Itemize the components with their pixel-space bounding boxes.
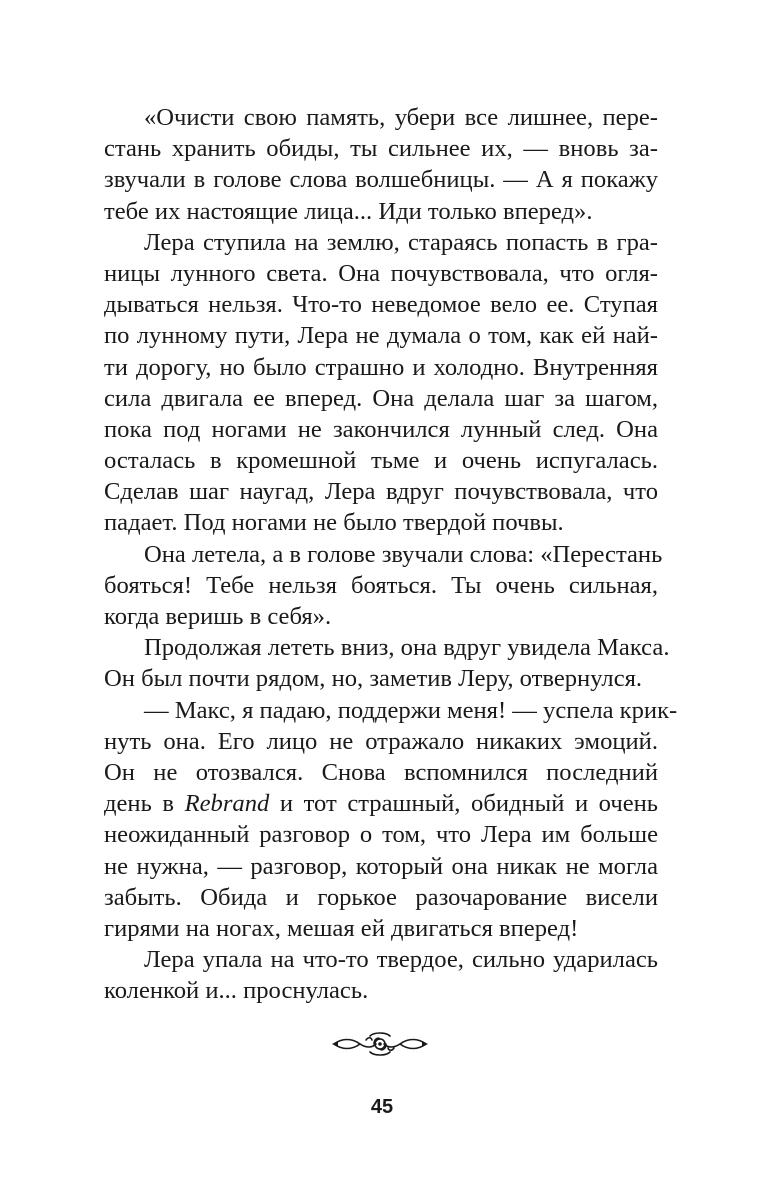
text-line: стань хранить обиды, ты сильнее их, — вновь за-	[104, 135, 658, 163]
text-line: Он не отозвался. Снова вспомнился последний	[104, 758, 658, 786]
text-line-with-italic	[104, 788, 658, 819]
text-line: Лера упала на что-то твердое, сильно ударилась	[144, 946, 658, 974]
text-line: Он был почти рядом, но, заметив Леру, отвернулся.	[104, 665, 643, 693]
text-line: осталась в кромешной тьме и очень испугалась.	[104, 447, 658, 475]
text-line: когда веришь в себя».	[104, 603, 332, 630]
text-line: ницы лунного света. Она почувствовала, что огля-	[104, 259, 658, 287]
text-line: — Макс, я падаю, поддержи меня! — успела крик-	[144, 696, 678, 724]
text-line: Продолжая лететь вниз, она вдруг увидела Макса.	[144, 634, 670, 662]
paragraph	[104, 944, 658, 1006]
text-line: неожиданный разговор о том, что Лера им больше	[104, 821, 658, 849]
paragraph	[104, 632, 670, 694]
text-line: пока под ногами не закончился лунный след. Она	[104, 415, 658, 443]
text-line: Она летела, а в голове звучали слова: «Перестань	[144, 540, 663, 568]
paragraph	[104, 539, 663, 633]
text-line: забыть. Обида и горькое разочарование висели	[104, 883, 658, 911]
text-fragment: день в	[104, 790, 185, 818]
paragraph	[104, 695, 678, 945]
page-number: 45	[370, 1096, 394, 1118]
text-line: не нужна, — разговор, который она никак не могла	[104, 852, 658, 880]
page-body	[104, 102, 678, 1006]
italic-brand-name: Rebrand	[184, 790, 270, 818]
text-line: Лера ступила на землю, стараясь попасть в гра-	[144, 228, 658, 256]
text-line: ти дорогу, но было страшно и холодно. Внутренняя	[104, 353, 658, 381]
text-line: тебе их настоящие лица... Иди только вперед».	[104, 197, 593, 225]
text-line: бояться! Тебе нельзя бояться. Ты очень сильная,	[104, 571, 658, 599]
text-line: звучали в голове слова волшебницы. — А я покажу	[104, 166, 658, 194]
paragraph	[104, 227, 658, 539]
text-line: падает. Под ногами не было твердой почвы.	[104, 509, 564, 537]
text-line: Сделав шаг наугад, Лера вдруг почувствовала, что	[104, 478, 658, 506]
text-line: по лунному пути, Лера не думала о том, как ей най-	[104, 322, 658, 350]
text-line: дываться нельзя. Что-то неведомое вело ее. Ступая	[104, 291, 658, 319]
text-fragment: и тот страшный, обидный и очень	[269, 790, 659, 818]
paragraph	[104, 102, 658, 227]
text-line: нуть она. Его лицо не отражало никаких эмоций.	[104, 727, 658, 755]
text-line: «Очисти свою память, убери все лишнее, пере-	[144, 104, 658, 131]
text-line: коленкой и... проснулась.	[104, 977, 369, 1005]
text-line: гирями на ногах, мешая ей двигаться вперед!	[104, 914, 579, 942]
text-line: сила двигала ее вперед. Она делала шаг за шагом,	[104, 384, 658, 412]
vignette-ornament-icon	[330, 1030, 430, 1058]
